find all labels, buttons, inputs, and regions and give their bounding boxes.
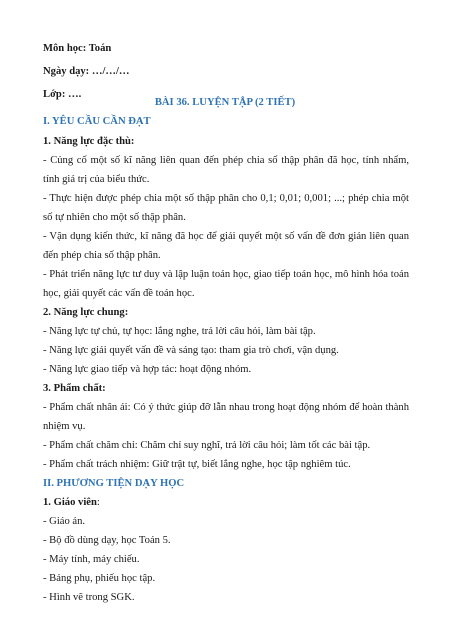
paragraph-line: - Củng cố một số kĩ năng liên quan đến phép chia số thập phân đã học, tính nhẩm, [43, 155, 409, 166]
paragraph-line: - Thực hiện được phép chia một số thập phân cho 0,1; 0,01; 0,001; ...; phép chia một [43, 193, 409, 204]
paragraph-line: số tự nhiên cho một số thập phân. [43, 212, 186, 223]
paragraph-line: - Năng lực tự chủ, tự học: lắng nghe, trả lời câu hỏi, làm bài tập. [43, 326, 316, 337]
list-item: - Máy tính, máy chiếu. [43, 554, 140, 565]
subsection-2-1-heading [43, 497, 100, 508]
subsection-2-1-colon: : [96, 497, 100, 508]
section-2-heading: II. PHƯƠNG TIỆN DẠY HỌC [43, 478, 185, 489]
paragraph-line: học, giải quyết các vấn đề toán học. [43, 288, 195, 299]
paragraph-line: - Phát triển năng lực tư duy và lập luận toán học, giao tiếp toán học, mô hình hóa toán [43, 269, 409, 280]
subsection-1-2-heading: 2. Năng lực chung: [43, 307, 129, 318]
list-item: - Hình vẽ trong SGK. [43, 592, 135, 603]
grade-line: Lớp: …. [43, 89, 82, 100]
date-line: Ngày dạy: …/…/… [43, 66, 130, 77]
lesson-title: BÀI 36. LUYỆN TẬP (2 TIẾT) [154, 97, 296, 108]
list-item: - Bảng phụ, phiếu học tập. [43, 573, 156, 584]
subsection-2-1-label: 1. Giáo viên [43, 497, 97, 508]
paragraph-line: - Năng lực giải quyết vấn đề và sáng tạo: tham gia trò chơi, vận dụng. [43, 345, 339, 356]
paragraph-line: đến phép chia số thập phân. [43, 250, 161, 261]
subject-line: Môn học: Toán [43, 43, 112, 54]
paragraph-line: - Năng lực giao tiếp và hợp tác: hoạt động nhóm. [43, 364, 252, 375]
subsection-1-3-heading: 3. Phẩm chất: [43, 383, 106, 394]
section-1-heading: I. YÊU CẦU CẦN ĐẠT [43, 116, 151, 127]
paragraph-line: nhiệm vụ. [43, 421, 86, 432]
paragraph-line: - Phẩm chất nhân ái: Có ý thức giúp đỡ lẫn nhau trong hoạt động nhóm để hoàn thành [43, 402, 409, 413]
paragraph-line: tính giá trị của biểu thức. [43, 174, 150, 185]
paragraph-line: - Vận dụng kiến thức, kĩ năng đã học để giải quyết một số vấn đề đơn giản liên quan [43, 231, 409, 242]
paragraph-line: - Phẩm chất trách nhiệm: Giữ trật tự, biết lắng nghe, học tập nghiêm túc. [43, 459, 351, 470]
list-item: - Bộ đồ dùng dạy, học Toán 5. [43, 535, 171, 546]
list-item: - Giáo án. [43, 516, 86, 527]
paragraph-line: - Phẩm chất chăm chỉ: Chăm chỉ suy nghĩ, trả lời câu hỏi; làm tốt các bài tập. [43, 440, 371, 451]
subsection-1-1-heading: 1. Năng lực đặc thù: [43, 136, 135, 147]
